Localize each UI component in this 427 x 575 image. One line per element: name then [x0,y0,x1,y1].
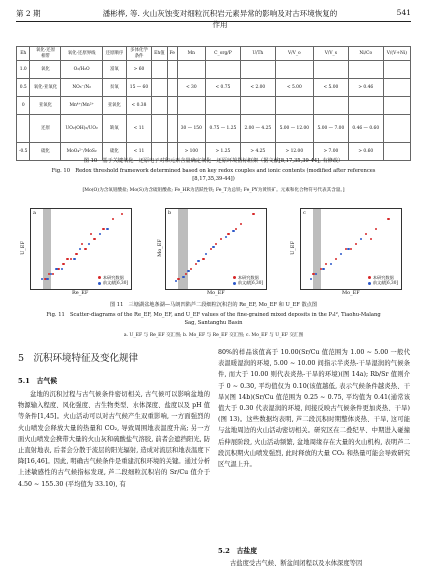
table-cell: Eh值 [152,47,168,61]
table-cell [177,97,205,115]
table-cell: MoO₄²⁻/MoS₂ [61,143,102,161]
table-cell [167,61,177,79]
legend-marker [368,276,371,279]
data-point-literature [88,243,91,246]
table-cell: Mn⁴⁺/Mn²⁺ [61,97,102,115]
data-point-literature [360,238,363,241]
data-point-ours [355,243,358,246]
table-cell: Mn [177,47,205,61]
data-point-ours [102,228,105,231]
table-cell: V/V_o [275,47,313,61]
scatter-plot-a [30,208,132,290]
table-cell: > 0.60 [348,143,383,161]
legend-marker [98,276,101,279]
header-rule [16,21,411,22]
data-point-ours [365,233,368,236]
data-point-ours [387,218,390,221]
table-cell: 亚氧化 [102,97,126,115]
legend-marker [233,276,236,279]
table-cell: Eh [17,47,30,61]
data-point-literature [61,268,64,271]
data-point-ours [350,248,353,251]
table-cell: 贫氧 [102,79,126,97]
paragraph-right-2: 古盐度受古气候、断盆间闭程以及水体深度等因 [230,560,363,567]
table-cell [152,115,168,143]
table-cell: 0 [17,97,30,115]
table-cell: 30 — 150 [177,115,205,143]
table-cell: 氧化 [30,61,61,79]
data-point-ours [81,243,84,246]
table-cell: 富氧 [102,61,126,79]
y-axis-label: U_EF [289,241,296,255]
table-cell: > 7.00 [313,143,348,161]
data-point-literature [175,280,178,283]
data-point-literature [347,248,350,251]
table-cell: > 1.25 [205,143,240,161]
legend-marker [233,282,236,285]
table-cell: V/V_s [313,47,348,61]
legend-label: 前文献[6,30] [102,280,128,286]
table-cell: Fe [167,47,177,61]
data-point-literature [187,270,190,273]
data-point-ours [227,233,230,236]
y-axis-label: U_EF [19,241,26,255]
table-cell: > 60 [126,61,151,79]
table-cell: 2.00 — 4.25 [240,115,275,143]
data-point-literature [79,248,82,251]
journal-issue: 第 2 期 [16,9,41,18]
fig11-caption-cn: 图 11 三塘湖盆地条湖—马朗凹陷芦二段细粒沉积岩的 Re_EF, Mo_EF 和 U_EF 散点图 [109,302,318,308]
legend-label: 前文献[6,30] [372,280,398,286]
table-cell [152,61,168,79]
fig10-caption-cn: 图 10 基于关键氧化—还原电子对和元素含量确定氧化—还原环境指标框架（据文献[8,17,35,39-44], 有修改） [83,158,344,164]
table-cell: < 2.00 [240,79,275,97]
table-cell: 还原 [30,115,61,143]
section-5-1-heading: 5.1 古气候 [18,377,58,385]
table-cell [313,97,348,115]
table-cell [205,61,240,79]
table-row [17,115,411,143]
table-cell: -0.5 [17,143,30,161]
scatter-plot-c [300,208,402,290]
table-cell: 0.75 — 1.25 [205,115,240,143]
table-cell: < 5.00 [275,79,313,97]
fig11-subcaption: a. U_EF 与 Re_EF 交汇图; b. Mo_EF 与 Re_EF 交汇图; c. Mo_EF 与 U_EF 交汇图 [123,333,304,338]
table-cell: 0.46 — 0.60 [348,115,383,143]
chart-legend [98,275,128,286]
data-point-ours [177,278,180,281]
legend-item [233,280,263,286]
table-cell: > 0.46 [348,79,383,97]
x-axis-label: Mo_EF [342,290,360,296]
panel-label: c [303,210,306,216]
table-cell [205,97,240,115]
table-cell [348,97,383,115]
x-axis-label: Mo_EF [207,290,225,296]
table-cell: UO₂(OH)₂/UO₂ [61,115,102,143]
chart-legend [233,275,263,286]
table-cell [313,61,348,79]
table-cell [152,97,168,115]
paragraph-right: 80%的样品该值高于 10.00(Sr/Cu 值范围为 1.00 ~ 5.00 一般代表温暖湿润的环境, 5.00 ~ 10.00 间指示半炎热-干旱湿润的气候条件, 而大于 10.00 则代表炎热-干旱的环境)(图 14a); Rb/Sr 值则介于 0 ~ 0.30, 平均值仅为 0.10(该值越低, 表示气候条件越炎热、干旱)(图 14b)(Sr/Cu 值范围为 0.25 ~ 0.75, 平均值为 0.41(通常该值大于 0.30 代表湿润的环境, 间接反映古气候条件更加炎热、干旱)(图 13)。这些数据均表明, 芦二段沉积时期整体炎热、干旱, 这可能与盆地周边的火山活动密切相关。研究区在二叠纪早、中期进入碰撞后伸展阶段, 火山活动频繁, 盆地周缘存在大量的火山机构, 表明芦二段沉积期火山喷发强烈, 此时释放的大量 CO₂ 和热量可能会导致研究区气温上升。 [218,349,410,469]
table-row [17,79,411,97]
table-cell: U/Th [240,47,275,61]
table-cell: 缺氧 [102,115,126,143]
table-cell: 氧化-还原 相带 [30,47,61,61]
highlight-band [43,209,51,289]
table-cell [240,97,275,115]
data-point-literature [73,258,76,261]
table-row [17,47,411,61]
table-cell [152,79,168,97]
data-point-ours [75,253,78,256]
section-5-title: 5 沉积环境特征及变化规律 [18,353,139,364]
data-point-ours [375,228,378,231]
data-point-ours [252,213,255,216]
table-cell: 5.00 — 12.00 [275,115,313,143]
table-cell: Ni/Co [348,47,383,61]
data-point-literature [232,230,235,233]
data-point-ours [70,258,73,261]
table-cell [240,61,275,79]
table-cell [275,61,313,79]
data-point-ours [210,248,213,251]
chart-legend [368,275,398,286]
table-cell: 亚氧化 [30,97,61,115]
table-cell: > 100 [177,143,205,161]
table-cell [167,115,177,143]
data-point-literature [55,268,58,271]
data-point-ours [215,243,218,246]
data-point-ours [121,213,124,216]
table-cell [383,79,410,97]
fig10-caption-en: Fig. 10 Redox threshold framework determined based on key redox couples and ionic contents (modified after references [8,17,35,39-44]) [51,168,376,182]
section-5-2-heading: 5.2 古盐度 [218,547,258,555]
table-cell [17,115,30,143]
table-cell: 氧化-亚氧化 [30,79,61,97]
data-point-literature [106,228,109,231]
data-point-literature [197,260,200,263]
data-point-literature [322,268,325,271]
data-point-literature [182,276,185,279]
table-cell: < 11 [126,143,151,161]
table-cell: C_org/P [205,47,240,61]
data-point-ours [84,248,87,251]
table-cell: < 5.00 [313,79,348,97]
table-cell: 1.0 [17,61,30,79]
data-point-literature [99,233,102,236]
data-point-ours [112,218,115,221]
fig11-caption-en: Fig. 11 Scatter-diagrams of the Re_EF, Mo_EF, and U_EF values of the fine-grained mixed deposits in the P₂l², Tiaohu-Malang Sag, Santanghu Basin [46,312,381,326]
data-point-ours [66,258,69,261]
data-point-ours [62,263,65,266]
data-point-ours [220,238,223,241]
legend-item [98,280,128,286]
legend-label: 前文献[6,30] [237,280,263,286]
table-cell: 5.00 — 7.00 [313,115,348,143]
data-point-literature [340,253,343,256]
data-point-ours [335,258,338,261]
table-cell: 氧化-还原界线 [61,47,102,61]
data-point-ours [90,233,93,236]
data-point-literature [330,263,333,266]
table-cell [167,79,177,97]
table-row [17,61,411,79]
legend-marker [368,282,371,285]
data-point-ours [195,263,198,266]
table-cell [383,61,410,79]
table-cell: 硫化 [102,143,126,161]
table-cell: 多体化学 条件 [126,47,151,61]
table-cell: 15 — 60 [126,79,151,97]
data-point-ours [235,228,238,231]
paragraph-left: 盆地的沉积过程与古气候条件密切相关, 古气候可以影响盆地的物源输入程度、风化强度、古生物类型、水体深度、盐度以及 pH 值等条件[1,45]。火山活动可以对古气候产生双重影响, 一方面强烈的火山喷发会释放大量的热量和 CO₂, 导致周围地表温度升高; 另一方面火山喷发会携带大量的火山灰和硫酸盐气溶胶, 前者会遮挡阳光, 防止直射地表, 后者会分散于流层的阳光辐射, 造成对流层和地表温度下降[16,46]。因此, 明确古气候条件是重建沉积环境的关键。通过分析上述敏感性的古气候指标发现, 芦二段细粒沉积岩的 Sr/Cu 值介于 4.50 ~ 155.30 (平均值为 33.10), 有 [18,391,210,488]
table-cell: NO₃⁻/N₂ [61,79,102,97]
table-cell: 0.5 [17,79,30,97]
table-cell [167,97,177,115]
table-cell [275,97,313,115]
data-point-ours [240,223,243,226]
data-point-ours [325,263,328,266]
table-cell: < 0.38 [126,97,151,115]
data-point-literature [212,246,215,249]
legend-label: 本研究数据 [237,274,259,280]
table-cell: < 0.75 [205,79,240,97]
data-point-literature [225,236,228,239]
panel-label: b [168,210,172,216]
table-cell [383,115,410,143]
data-point-ours [190,268,193,271]
redox-table [16,46,411,161]
table-cell [383,97,410,115]
table-cell: > 12.00 [275,143,313,161]
table-cell: O₂/H₂O [61,61,102,79]
table-cell [348,61,383,79]
table-cell: 硫化 [30,143,61,161]
data-point-ours [370,238,373,241]
x-axis-label: Re_EF [72,290,89,296]
table-cell [177,61,205,79]
data-point-literature [205,253,208,256]
table-cell: < 11 [126,115,151,143]
table-cell: 还原顺序 [102,47,126,61]
table-cell: V/(V+Ni) [383,47,410,61]
legend-label: 本研究数据 [102,274,124,280]
highlight-band [313,209,321,289]
panel-label: a [33,210,36,216]
table-cell: < 30 [177,79,205,97]
y-axis-label: Mo_EF [156,239,163,257]
page-number: 541 [396,8,411,17]
legend-marker [98,282,101,285]
table-row [17,97,411,115]
legend-label: 本研究数据 [372,274,394,280]
legend-item [368,280,398,286]
scatter-plot-b [165,208,267,290]
running-title: 潘彬桦, 等. 火山灰蚀变对细粒沉积岩元素异常的影响及对古环境恢复的作用 [102,9,338,29]
data-point-ours [93,238,96,241]
table-cell: > 4.25 [240,143,275,161]
data-point-literature [310,278,313,281]
fig10-note: [Mo(O)为含氧钼酸盐; Mo(S)为含硫钼酸盐; Fe_HR为活跃性铁; Fe_T为总铁; Fe_PY为黄铁矿。元素和化合物符号代表其含量。] [82,188,345,193]
data-point-ours [202,258,205,261]
